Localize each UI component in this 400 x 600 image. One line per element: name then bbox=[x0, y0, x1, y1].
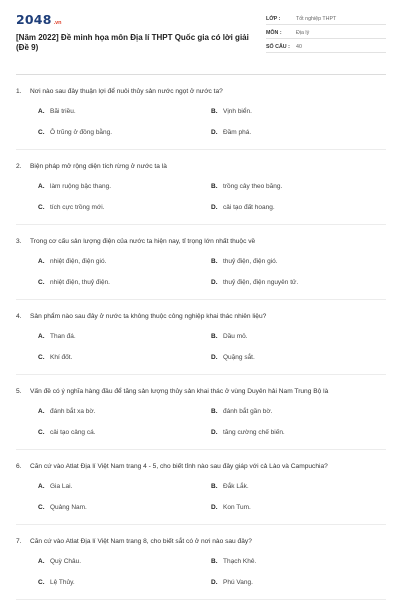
question-number: 2. bbox=[16, 163, 22, 170]
answer-option[interactable] bbox=[38, 407, 211, 416]
answer-option[interactable] bbox=[38, 557, 211, 566]
option-letter: A. bbox=[38, 183, 45, 190]
option-letter: B. bbox=[211, 108, 218, 115]
option-letter: D. bbox=[211, 204, 218, 211]
option-text: thuỷ điện, điện nguyên tử. bbox=[223, 279, 299, 286]
question-list bbox=[16, 75, 386, 600]
answer-option[interactable] bbox=[38, 503, 211, 512]
answer-options bbox=[38, 332, 386, 362]
option-letter: B. bbox=[211, 408, 218, 415]
question-stem bbox=[16, 312, 386, 322]
answer-option[interactable] bbox=[38, 203, 211, 212]
question-text: Căn cứ vào Atlat Địa lí Việt Nam trang 4 - 5, cho biết tỉnh nào sau đây giáp với cả Lào và Campuchia? bbox=[30, 463, 328, 470]
option-letter: A. bbox=[38, 108, 45, 115]
answer-options bbox=[38, 182, 386, 212]
answer-option[interactable] bbox=[211, 257, 381, 266]
option-text: Khí đốt. bbox=[50, 354, 73, 361]
option-text: Lệ Thủy. bbox=[50, 579, 75, 586]
option-text: Vịnh biển. bbox=[223, 108, 252, 115]
question-stem bbox=[16, 387, 386, 397]
option-letter: B. bbox=[211, 558, 218, 565]
option-letter: A. bbox=[38, 483, 45, 490]
answer-option[interactable] bbox=[211, 332, 381, 341]
answer-option[interactable] bbox=[38, 578, 211, 587]
site-logo[interactable] bbox=[16, 12, 252, 27]
option-letter: B. bbox=[211, 483, 218, 490]
answer-option[interactable] bbox=[38, 332, 211, 341]
question-text: Sản phẩm nào sau đây ở nước ta không thuộc công nghiệp khai thác nhiên liệu? bbox=[30, 313, 267, 320]
question-item bbox=[16, 450, 386, 525]
option-letter: A. bbox=[38, 333, 45, 340]
answer-option[interactable] bbox=[38, 482, 211, 491]
answer-option[interactable] bbox=[38, 128, 211, 137]
option-letter: B. bbox=[211, 183, 218, 190]
meta-row-subject bbox=[266, 28, 386, 39]
option-text: nhiệt điện, thuỷ điện. bbox=[50, 279, 110, 286]
answer-option[interactable] bbox=[211, 182, 381, 191]
question-item bbox=[16, 75, 386, 150]
question-text: Biện pháp mở rộng diện tích rừng ở nước ta là bbox=[30, 163, 167, 170]
option-letter: A. bbox=[38, 408, 45, 415]
option-text: đánh bắt gần bờ. bbox=[223, 408, 273, 415]
option-letter: D. bbox=[211, 429, 218, 436]
answer-options bbox=[38, 482, 386, 512]
option-text: Kon Tum. bbox=[223, 504, 251, 511]
question-item bbox=[16, 375, 386, 450]
question-stem bbox=[16, 537, 386, 547]
option-letter: D. bbox=[211, 129, 218, 136]
option-text: trồng cây theo băng. bbox=[223, 183, 283, 190]
question-item bbox=[16, 300, 386, 375]
answer-option[interactable] bbox=[211, 503, 381, 512]
option-text: cải tạo cảng cá. bbox=[50, 429, 96, 436]
answer-option[interactable] bbox=[211, 107, 381, 116]
option-letter: C. bbox=[38, 429, 45, 436]
meta-value: Địa lý bbox=[296, 30, 310, 36]
meta-row-question-count bbox=[266, 42, 386, 53]
question-text: Nơi nào sau đây thuận lợi để nuôi thủy sản nước ngọt ở nước ta? bbox=[30, 88, 223, 95]
option-text: Quảng Nam. bbox=[50, 504, 87, 511]
option-text: đánh bắt xa bờ. bbox=[50, 408, 96, 415]
question-stem bbox=[16, 87, 386, 97]
answer-option[interactable] bbox=[211, 353, 381, 362]
answer-option[interactable] bbox=[211, 128, 381, 137]
answer-option[interactable] bbox=[38, 353, 211, 362]
option-letter: C. bbox=[38, 279, 45, 286]
answer-option[interactable] bbox=[211, 578, 381, 587]
option-text: Phú Vang. bbox=[223, 579, 253, 586]
option-text: thuỷ điện, điện gió. bbox=[223, 258, 278, 265]
option-letter: D. bbox=[211, 354, 218, 361]
option-text: Dầu mỏ. bbox=[223, 333, 248, 340]
answer-option[interactable] bbox=[211, 482, 381, 491]
question-item bbox=[16, 150, 386, 225]
question-text: Vấn đề có ý nghĩa hàng đầu để tăng sản lượng thủy sản khai thác ở vùng Duyên hải Nam Trung Bộ là bbox=[30, 388, 329, 395]
answer-option[interactable] bbox=[38, 107, 211, 116]
answer-option[interactable] bbox=[211, 557, 381, 566]
meta-value: Tốt nghiệp THPT bbox=[296, 16, 337, 22]
option-text: Quỳ Châu. bbox=[50, 558, 82, 565]
meta-value: 40 bbox=[296, 44, 302, 50]
option-letter: A. bbox=[38, 558, 45, 565]
option-text: nhiệt điện, điện gió. bbox=[50, 258, 107, 265]
option-letter: A. bbox=[38, 258, 45, 265]
page-header bbox=[16, 0, 386, 64]
option-text: Đầm phá. bbox=[223, 129, 252, 136]
option-text: Thạch Khê. bbox=[223, 558, 257, 565]
option-letter: C. bbox=[38, 579, 45, 586]
answer-option[interactable] bbox=[38, 257, 211, 266]
question-text: Căn cứ vào Atlat Địa lí Việt Nam trang 8, cho biết sắt có ở nơi nào sau đây? bbox=[30, 538, 252, 545]
meta-label: SỐ CÂU : bbox=[266, 44, 290, 50]
option-text: Than đá. bbox=[50, 333, 76, 340]
option-text: làm ruộng bậc thang. bbox=[50, 183, 112, 190]
option-text: tích cực trồng mới. bbox=[50, 204, 105, 211]
meta-row-class bbox=[266, 14, 386, 25]
question-number: 3. bbox=[16, 238, 22, 245]
question-stem bbox=[16, 162, 386, 172]
option-letter: D. bbox=[211, 504, 218, 511]
question-number: 1. bbox=[16, 88, 22, 95]
meta-label: MÔN : bbox=[266, 30, 282, 36]
option-letter: C. bbox=[38, 204, 45, 211]
option-text: Gia Lai. bbox=[50, 483, 73, 490]
question-number: 6. bbox=[16, 463, 22, 470]
answer-option[interactable] bbox=[211, 203, 381, 212]
option-letter: B. bbox=[211, 333, 218, 340]
answer-option[interactable] bbox=[211, 428, 381, 437]
option-letter: D. bbox=[211, 579, 218, 586]
option-letter: B. bbox=[211, 258, 218, 265]
option-letter: C. bbox=[38, 504, 45, 511]
option-letter: C. bbox=[38, 129, 45, 136]
option-text: Đắk Lắk. bbox=[223, 483, 249, 490]
question-number: 5. bbox=[16, 388, 22, 395]
question-stem bbox=[16, 462, 386, 472]
answer-option[interactable] bbox=[211, 407, 381, 416]
answer-option[interactable] bbox=[38, 182, 211, 191]
question-stem bbox=[16, 237, 386, 247]
logo-main-text: 2048 bbox=[16, 12, 52, 27]
answer-options bbox=[38, 557, 386, 587]
question-number: 4. bbox=[16, 313, 22, 320]
brand-block bbox=[16, 12, 252, 64]
option-letter: C. bbox=[38, 354, 45, 361]
question-item bbox=[16, 525, 386, 600]
question-number: 7. bbox=[16, 538, 22, 545]
meta-label: LỚP : bbox=[266, 16, 281, 22]
page-title: [Năm 2022] Đề minh họa môn Địa lí THPT Quốc gia có lời giải (Đề 9) bbox=[16, 33, 249, 52]
question-text: Trong cơ cấu sản lượng điện của nước ta hiện nay, tỉ trọng lớn nhất thuộc về bbox=[30, 238, 256, 245]
answer-option[interactable] bbox=[38, 278, 211, 287]
option-text: Quặng sắt. bbox=[223, 354, 255, 361]
option-text: tăng cường chế biến. bbox=[223, 429, 285, 436]
answer-options bbox=[38, 257, 386, 287]
logo-domain-text: .vn bbox=[53, 20, 62, 26]
option-text: cải tạo đất hoang. bbox=[223, 204, 275, 211]
answer-options bbox=[38, 407, 386, 437]
answer-options bbox=[38, 107, 386, 137]
answer-option[interactable] bbox=[38, 428, 211, 437]
question-item bbox=[16, 225, 386, 300]
option-text: Ô trũng ở đồng bằng. bbox=[50, 129, 113, 136]
exam-meta bbox=[266, 14, 386, 64]
option-letter: D. bbox=[211, 279, 218, 286]
option-text: Bãi triều. bbox=[50, 108, 76, 115]
answer-option[interactable] bbox=[211, 278, 381, 287]
